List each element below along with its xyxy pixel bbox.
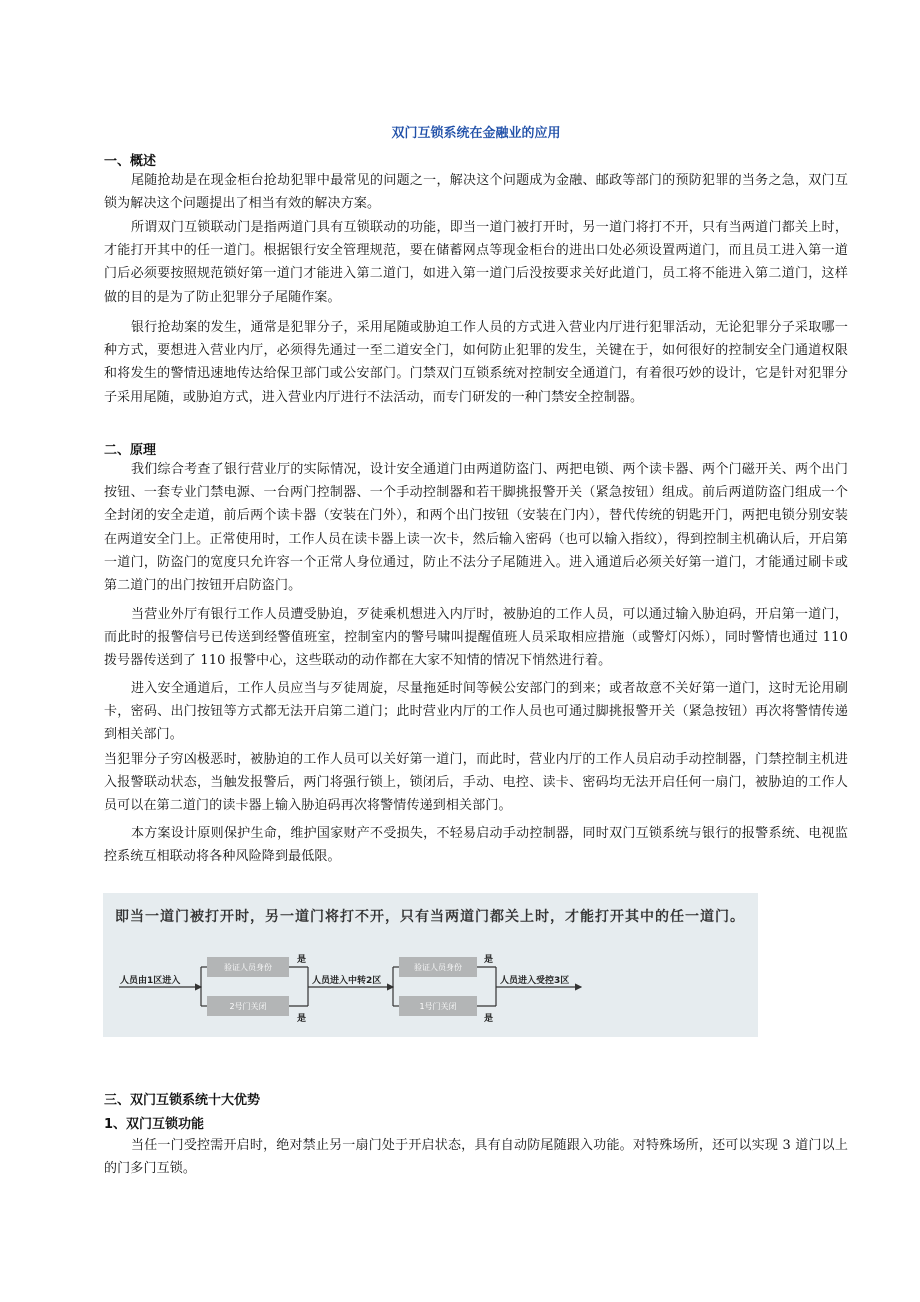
paragraph: 尾随抢劫是在现金柜台抢劫犯罪中最常见的问题之一，解决这个问题成为金融、邮政等部门的预防犯罪的当务之急，双门互锁为解决这个问题提出了相当有效的解决方案。	[104, 173, 848, 212]
section-heading-overview: 一、概述	[104, 154, 157, 169]
yes-label: 是	[297, 955, 307, 965]
mid-label: 人员进入中转2区	[312, 976, 382, 986]
section-heading-principle: 二、原理	[104, 443, 157, 458]
paragraph: 进入安全通道后，工作人员应当与歹徒周旋，尽量拖延时间等候公安部门的到来；或者故意不关好第一道门，这时无论用刷卡，密码、出门按钮等方式都无法开启第二道门；此时营业内厅的工作人员也可通过脚挑报警开关（紧急按钮）再次将警情传递到相关部门。	[104, 681, 848, 743]
paragraph: 当营业外厅有银行工作人员遭受胁迫，歹徒乘机想进入内厅时，被胁迫的工作人员，可以通过输入胁迫码，开启第一道门，而此时的报警信号已传送到经警值班室，控制室内的警号啸叫提醒值班人员采取相应措施（或警灯闪烁），同时警情也通过 110 拨号器传送到了 110 报警中心，这些联动的动作都在大家不知情的情况下悄然进行着。	[104, 607, 848, 669]
door2-closed-box: 2号门关闭	[207, 996, 289, 1016]
subsection-heading-interlock: 1、双门互锁功能	[104, 1117, 205, 1132]
diagram-banner: 即当一道门被打开时，另一道门将打不开，只有当两道门都关上时，才能打开其中的任一道门。	[115, 909, 745, 925]
yes-label: 是	[297, 1014, 307, 1024]
verify-identity-box: 验证人员身份	[207, 957, 289, 977]
paragraph: 我们综合考查了银行营业厅的实际情况，设计安全通道门由两道防盗门、两把电锁、两个读卡器、两个门磁开关、两个出门按钮、一套专业门禁电源、一台两门控制器、一个手动控制器和若干脚挑报警开关（紧急按钮）组成。前后两道防盗门组成一个全封闭的安全走道，前后两个读卡器（安装在门外），和两个出门按钮（安装在门内），替代传统的钥匙开门，两把电锁分别安装在两道安全门上。正常使用时，工作人员在读卡器上读一次卡，然后输入密码（也可以输入指纹），得到控制主机确认后，开启第一道门，防盗门的宽度只允许容一个正常人身位通过，防止不法分子尾随进入。进入通道后必须关好第一道门，才能通过刷卡或第二道门的出门按钮开启防盗门。	[104, 462, 848, 594]
yes-label: 是	[484, 1014, 494, 1024]
paragraph: 本方案设计原则保护生命，维护国家财产不受损失，不轻易启动手动控制器，同时双门互锁系统与银行的报警系统、电视监控系统互相联动将各种风险降到最低限。	[104, 826, 848, 865]
section-heading-advantages: 三、双门互锁系统十大优势	[104, 1093, 261, 1108]
paragraph: 当任一门受控需开启时，绝对禁止另一扇门处于开启状态，具有自动防尾随跟入功能。对特殊场所，还可以实现 3 道门以上的门多门互锁。	[104, 1138, 848, 1177]
document-title: 双门互锁系统在金融业的应用	[391, 126, 561, 141]
yes-label: 是	[484, 955, 494, 965]
paragraph: 所谓双门互锁联动门是指两道门具有互锁联动的功能，即当一道门被打开时，另一道门将打不开，只有当两道门都关上时，才能打开其中的任一道门。根据银行安全管理规范，要在储蓄网点等现金柜台的进出口处必须设置两道门，而且员工进入第一道门后必须要按照规范锁好第一道门才能进入第二道门，如进入第一道门后没按要求关好此道门，员工将不能进入第二道门，这样做的目的是为了防止犯罪分子尾随作案。	[104, 220, 848, 305]
interlock-flow-diagram	[103, 893, 758, 1037]
verify-identity-box: 验证人员身份	[399, 957, 477, 977]
start-label: 人员由1区进入	[120, 976, 181, 986]
paragraph: 当犯罪分子穷凶极恶时，被胁迫的工作人员可以关好第一道门，而此时，营业内厅的工作人员启动手动控制器，门禁控制主机进入报警联动状态，当触发报警后，两门将强行锁上，锁闭后，手动、电控、读卡、密码均无法开启任何一扇门，被胁迫的工作人员可以在第二道门的读卡器上输入胁迫码再次将警情传递到相关部门。	[104, 752, 848, 814]
paragraph: 银行抢劫案的发生，通常是犯罪分子，采用尾随或胁迫工作人员的方式进入营业内厅进行犯罪活动，无论犯罪分子采取哪一种方式，要想进入营业内厅，必须得先通过一至二道安全门，如何防止犯罪的发生，关键在于，如何很好的控制安全门通道权限和将发生的警情迅速地传达给保卫部门或公安部门。门禁双门互锁系统对控制安全通道门，有着很巧妙的设计，它是针对犯罪分子采用尾随，或胁迫方式，进入营业内厅进行不法活动，而专门研发的一种门禁安全控制器。	[104, 320, 848, 405]
door1-closed-box: 1号门关闭	[399, 996, 477, 1016]
end-label: 人员进入受控3区	[500, 976, 570, 986]
